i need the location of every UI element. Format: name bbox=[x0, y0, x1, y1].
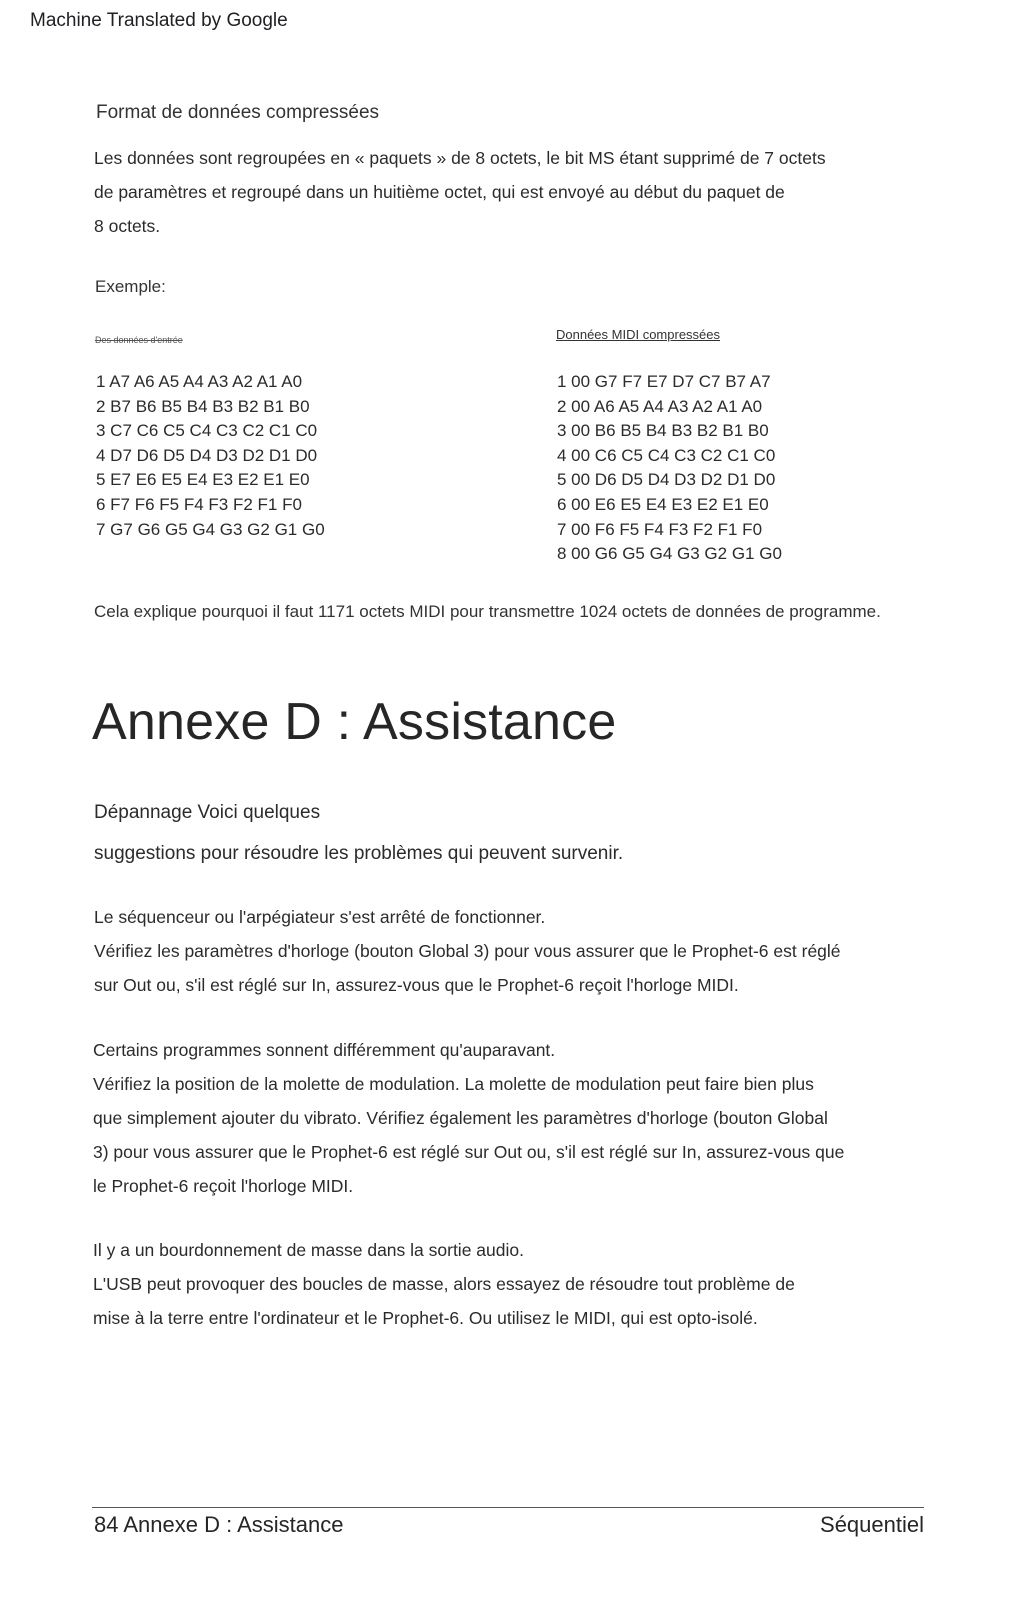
compressed-midi-header: Données MIDI compressées bbox=[556, 327, 721, 342]
footer-brand: Séquentiel bbox=[820, 1512, 924, 1537]
input-data-rows bbox=[96, 370, 325, 542]
troubleshoot-line: que simplement ajouter du vibrato. Vérifiez également les paramètres d'horloge (bouton Global bbox=[93, 1108, 828, 1128]
output-row: 1 00 G7 F7 E7 D7 C7 B7 A7 bbox=[557, 372, 771, 391]
troubleshoot-line: 3) pour vous assurer que le Prophet-6 est réglé sur Out ou, s'il est réglé sur In, assurez-vous que bbox=[93, 1142, 845, 1162]
input-row: 2 B7 B6 B5 B4 B3 B2 B1 B0 bbox=[96, 396, 310, 416]
intro-line: Les données sont regroupées en « paquets » de 8 octets, le bit MS étant supprimé de 7 octets bbox=[94, 148, 826, 168]
troubleshoot-item bbox=[93, 1033, 923, 1203]
input-row: 5 E7 E6 E5 E4 E3 E2 E1 E0 bbox=[96, 470, 310, 490]
output-row: 3 00 B6 B5 B4 B3 B2 B1 B0 bbox=[557, 421, 769, 441]
compressed-midi-rows bbox=[557, 370, 782, 567]
troubleshoot-heading: Certains programmes sonnent différemment qu'auparavant. bbox=[93, 1040, 556, 1060]
compressed-format-intro bbox=[94, 141, 924, 243]
intro-line: 8 octets. bbox=[94, 216, 161, 236]
input-data-header: Des données d'entrée bbox=[95, 335, 183, 345]
troubleshoot-line: sur Out ou, s'il est réglé sur In, assurez-vous que le Prophet-6 reçoit l'horloge MIDI. bbox=[94, 975, 739, 995]
troubleshoot-line: le Prophet-6 reçoit l'horloge MIDI. bbox=[93, 1176, 354, 1196]
annex-intro-line2: suggestions pour résoudre les problèmes qui peuvent survenir. bbox=[94, 843, 624, 864]
output-row: 5 00 D6 D5 D4 D3 D2 D1 D0 bbox=[557, 470, 776, 490]
explanation-text: Cela explique pourquoi il faut 1171 octets MIDI pour transmettre 1024 octets de données de programme. bbox=[94, 602, 881, 621]
output-row: 7 00 F6 F5 F4 F3 F2 F1 F0 bbox=[557, 519, 763, 539]
footer-page-label: 84 Annexe D : Assistance bbox=[94, 1512, 344, 1537]
input-row: 7 G7 G6 G5 G4 G3 G2 G1 G0 bbox=[96, 519, 325, 539]
input-row: 6 F7 F6 F5 F4 F3 F2 F1 F0 bbox=[96, 494, 302, 514]
intro-line: de paramètres et regroupé dans un huitième octet, qui est envoyé au début du paquet de bbox=[94, 182, 785, 202]
annex-intro-line1: Dépannage Voici quelques bbox=[94, 802, 321, 823]
translation-banner: Machine Translated by Google bbox=[30, 10, 288, 31]
section-heading-compressed-format: Format de données compressées bbox=[96, 102, 380, 123]
example-label: Exemple: bbox=[95, 277, 166, 296]
troubleshoot-line: Vérifiez la position de la molette de modulation. La molette de modulation peut faire bien plus bbox=[93, 1074, 814, 1094]
troubleshoot-item bbox=[93, 1233, 923, 1335]
output-row: 4 00 C6 C5 C4 C3 C2 C1 C0 bbox=[557, 445, 776, 465]
troubleshoot-line: L'USB peut provoquer des boucles de masse, alors essayez de résoudre tout problème de bbox=[93, 1274, 795, 1294]
input-row: 3 C7 C6 C5 C4 C3 C2 C1 C0 bbox=[96, 421, 318, 441]
footer-divider bbox=[92, 1507, 924, 1508]
troubleshoot-heading: Il y a un bourdonnement de masse dans la sortie audio. bbox=[93, 1240, 524, 1260]
troubleshoot-line: mise à la terre entre l'ordinateur et le Prophet-6. Ou utilisez le MIDI, qui est opto-isolé. bbox=[93, 1308, 758, 1328]
troubleshoot-line: Vérifiez les paramètres d'horloge (bouton Global 3) pour vous assurer que le Prophet-6 est réglé bbox=[94, 941, 841, 961]
output-row: 8 00 G6 G5 G4 G3 G2 G1 G0 bbox=[557, 544, 782, 564]
troubleshoot-item bbox=[94, 900, 924, 1002]
output-row: 2 00 A6 A5 A4 A3 A2 A1 A0 bbox=[557, 396, 763, 416]
output-row: 6 00 E6 E5 E4 E3 E2 E1 E0 bbox=[557, 494, 769, 514]
input-row: 1 A7 A6 A5 A4 A3 A2 A1 A0 bbox=[96, 372, 303, 391]
input-row: 4 D7 D6 D5 D4 D3 D2 D1 D0 bbox=[96, 445, 318, 465]
troubleshoot-heading: Le séquenceur ou l'arpégiateur s'est arrêté de fonctionner. bbox=[94, 907, 546, 927]
annex-title: Annexe D : Assistance bbox=[92, 693, 617, 751]
